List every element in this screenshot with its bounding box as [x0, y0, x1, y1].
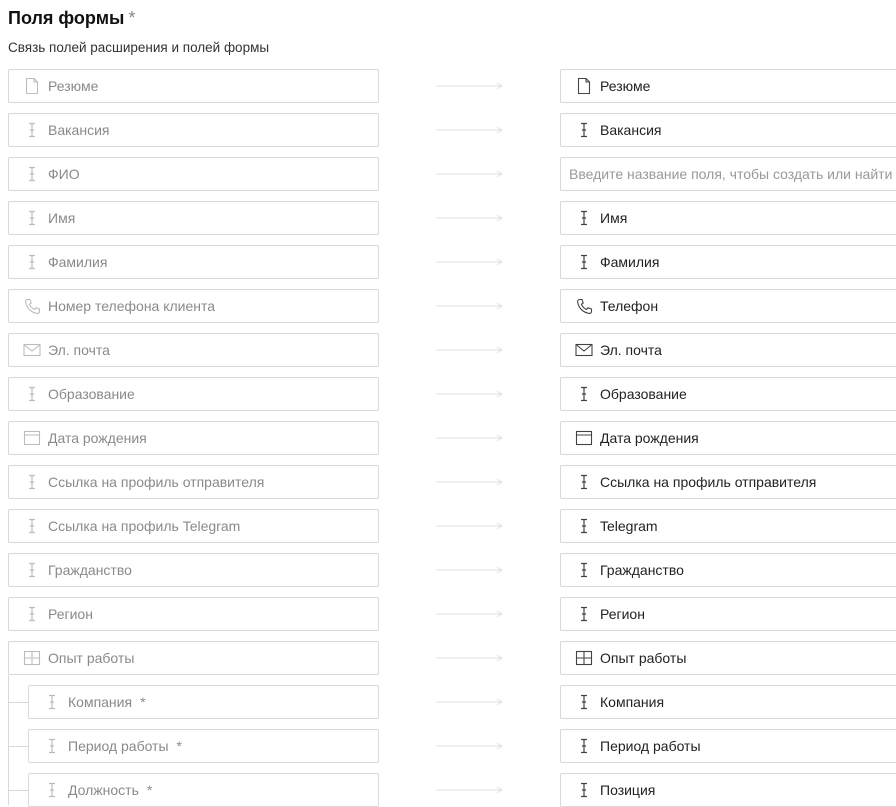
- text-cursor-icon: [43, 693, 61, 711]
- text-cursor-icon: [23, 517, 41, 535]
- mail-icon: [575, 341, 593, 359]
- phone-icon: [575, 297, 593, 315]
- source-field-label: Номер телефона клиента: [48, 298, 216, 314]
- source-field[interactable]: [8, 509, 379, 543]
- target-field[interactable]: [560, 113, 896, 147]
- document-icon: [23, 77, 41, 95]
- target-field-label: Компания: [600, 694, 665, 710]
- required-mark: *: [128, 8, 136, 28]
- text-cursor-icon: [575, 561, 593, 579]
- target-field-label: Период работы: [600, 738, 701, 754]
- source-field-label: Имя: [48, 210, 76, 226]
- target-field-input[interactable]: [560, 157, 896, 191]
- source-field-label: Образование: [48, 386, 135, 402]
- target-field-label: Фамилия: [600, 254, 660, 270]
- target-field[interactable]: [560, 421, 896, 455]
- arrow-right-icon: [436, 346, 504, 354]
- text-cursor-icon: [23, 121, 41, 139]
- source-field-label: Опыт работы: [48, 650, 135, 666]
- target-field-label: Гражданство: [600, 562, 684, 578]
- target-field-label: Вакансия: [600, 122, 662, 138]
- required-mark: *: [146, 782, 153, 798]
- tree-branch-line: [8, 702, 28, 703]
- source-field-label: Компания: [68, 694, 133, 710]
- source-field[interactable]: [8, 333, 379, 367]
- source-field-label: ФИО: [48, 166, 80, 182]
- text-cursor-icon: [575, 605, 593, 623]
- arrow-right-icon: [436, 390, 504, 398]
- text-cursor-icon: [23, 385, 41, 403]
- required-mark: *: [176, 738, 182, 754]
- page-title-text: Поля формы: [8, 8, 125, 28]
- source-field-label: Фамилия: [48, 254, 108, 270]
- target-field-label: Образование: [600, 386, 687, 402]
- tree-connector-line: [8, 675, 9, 805]
- target-field[interactable]: [560, 597, 896, 631]
- text-cursor-icon: [575, 385, 593, 403]
- calendar-icon: [575, 429, 593, 447]
- arrow-right-icon: [436, 82, 504, 90]
- target-field[interactable]: [560, 377, 896, 411]
- source-field[interactable]: [28, 773, 379, 807]
- source-field[interactable]: [28, 685, 379, 719]
- source-field[interactable]: [8, 421, 379, 455]
- source-field[interactable]: [8, 597, 379, 631]
- arrow-right-icon: [436, 434, 504, 442]
- arrow-right-icon: [436, 302, 504, 310]
- source-field[interactable]: [8, 465, 379, 499]
- source-field-label: Дата рождения: [48, 430, 147, 446]
- calendar-icon: [23, 429, 41, 447]
- text-cursor-icon: [23, 605, 41, 623]
- text-cursor-icon: [23, 473, 41, 491]
- target-field-label: Телефон: [600, 298, 659, 314]
- page-subtitle: Связь полей расширения и полей формы: [8, 40, 270, 55]
- target-field[interactable]: [560, 685, 896, 719]
- arrow-right-icon: [436, 126, 504, 134]
- text-cursor-icon: [575, 781, 593, 799]
- source-field[interactable]: [28, 729, 379, 763]
- target-field[interactable]: [560, 245, 896, 279]
- source-field[interactable]: [8, 69, 379, 103]
- target-field[interactable]: [560, 641, 896, 675]
- source-field[interactable]: [8, 201, 379, 235]
- target-field[interactable]: [560, 773, 896, 807]
- source-field-label: Ссылка на профиль Telegram: [48, 518, 241, 534]
- target-field[interactable]: [560, 69, 896, 103]
- source-field-label: Ссылка на профиль отправителя: [48, 474, 265, 490]
- target-field[interactable]: [560, 465, 896, 499]
- text-cursor-icon: [575, 517, 593, 535]
- source-field[interactable]: [8, 245, 379, 279]
- tree-branch-line: [8, 790, 28, 791]
- source-field[interactable]: [8, 113, 379, 147]
- arrow-right-icon: [436, 214, 504, 222]
- phone-icon: [23, 297, 41, 315]
- table-icon: [575, 649, 593, 667]
- document-icon: [575, 77, 593, 95]
- target-field-label: Резюме: [600, 78, 651, 94]
- arrow-right-icon: [436, 258, 504, 266]
- text-cursor-icon: [575, 253, 593, 271]
- target-field[interactable]: [560, 289, 896, 323]
- mail-icon: [23, 341, 41, 359]
- source-field[interactable]: [8, 157, 379, 191]
- target-field-placeholder: Введите название поля, чтобы создать или найти: [569, 166, 893, 182]
- arrow-right-icon: [436, 742, 504, 750]
- target-field-label: Telegram: [600, 518, 658, 534]
- page-title: [8, 8, 135, 29]
- target-field-label: Регион: [600, 606, 645, 622]
- arrow-right-icon: [436, 610, 504, 618]
- target-field[interactable]: [560, 509, 896, 543]
- arrow-right-icon: [436, 654, 504, 662]
- arrow-right-icon: [436, 170, 504, 178]
- target-field[interactable]: [560, 201, 896, 235]
- arrow-right-icon: [436, 698, 504, 706]
- text-cursor-icon: [575, 737, 593, 755]
- source-field-label: Резюме: [48, 78, 99, 94]
- source-field[interactable]: [8, 553, 379, 587]
- target-field[interactable]: [560, 333, 896, 367]
- text-cursor-icon: [23, 165, 41, 183]
- arrow-right-icon: [436, 478, 504, 486]
- target-field[interactable]: [560, 553, 896, 587]
- text-cursor-icon: [23, 561, 41, 579]
- text-cursor-icon: [575, 693, 593, 711]
- source-field-label: Должность: [68, 782, 139, 798]
- source-field-label: Эл. почта: [48, 342, 110, 358]
- text-cursor-icon: [23, 253, 41, 271]
- arrow-right-icon: [436, 522, 504, 530]
- source-field-label: Вакансия: [48, 122, 110, 138]
- source-field-label: Гражданство: [48, 562, 132, 578]
- source-field[interactable]: [8, 289, 379, 323]
- text-cursor-icon: [575, 121, 593, 139]
- text-cursor-icon: [43, 781, 61, 799]
- arrow-right-icon: [436, 786, 504, 794]
- text-cursor-icon: [23, 209, 41, 227]
- required-mark: *: [140, 694, 146, 710]
- source-field[interactable]: [8, 377, 379, 411]
- text-cursor-icon: [575, 209, 593, 227]
- text-cursor-icon: [575, 473, 593, 491]
- tree-branch-line: [8, 746, 28, 747]
- table-icon: [23, 649, 41, 667]
- target-field-label: Опыт работы: [600, 650, 687, 666]
- target-field-label: Эл. почта: [600, 342, 662, 358]
- target-field-label: Позиция: [600, 782, 656, 798]
- target-field-label: Ссылка на профиль отправителя: [600, 474, 817, 490]
- target-field-label: Дата рождения: [600, 430, 699, 446]
- text-cursor-icon: [43, 737, 61, 755]
- target-field[interactable]: [560, 729, 896, 763]
- arrow-right-icon: [436, 566, 504, 574]
- target-field-label: Имя: [600, 210, 628, 226]
- source-field[interactable]: [8, 641, 379, 675]
- source-field-label: Период работы: [68, 738, 169, 754]
- source-field-label: Регион: [48, 606, 93, 622]
